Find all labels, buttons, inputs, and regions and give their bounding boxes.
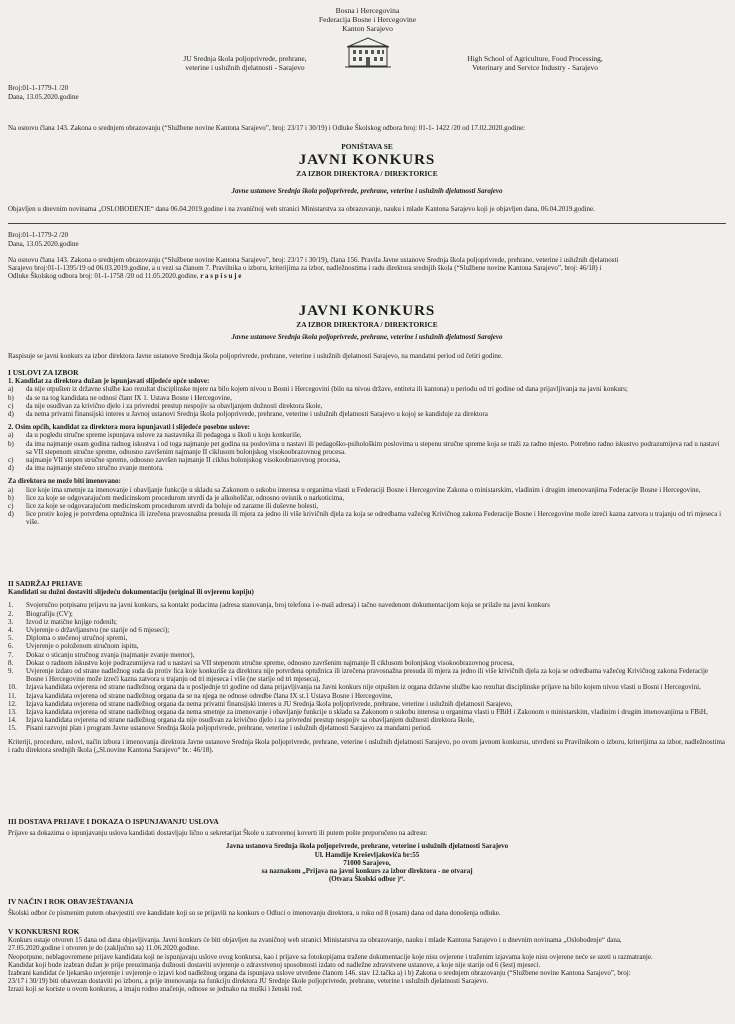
criteria-text: Kriteriji, procedure, uslovi, način izbora i imenovanja direktora Javne ustanove Srednja škola poljoprivrede, prehrane, veterine i uslužnih djelatnosti Sarajevo, po ovom javnom konkursu, utvrđeni su Pravilnikom o izboru, kriterijima za izbor, nadležnostima i radu direktora srednjih škola („Sl.novine Kantona Sarajevo“ br.: 46/18). — [8, 737, 726, 754]
document-item-text: Pisani razvojni plan i program Javne ustanove Srednja škola poljoprivrede, prehrane, veterine i uslužnih djelatnosti Sarajevo za mandatni period. — [26, 724, 432, 733]
notice2-subtitle: ZA IZBOR DIREKTORA / DIREKTORICE — [296, 320, 438, 329]
section-2 — [8, 580, 726, 754]
general-condition-item — [8, 410, 726, 418]
document-item-marker: 4. — [8, 626, 14, 635]
special-condition-item-marker: a) — [8, 431, 14, 440]
document-item-marker: 5. — [8, 634, 14, 643]
document-item — [8, 634, 726, 642]
notice1-published: Objavljen u dnevnim novinama „OSLOBOĐENJE“ dana 06.04.2019.godine i na zvaničnoj web stranici Ministarstva za obrazovanje, nauku i mlade Kantona Sarajevo koji je objavljen dana, 06.04.2019.godine. — [8, 205, 595, 213]
section-5: V KONKURSNI ROK Konkurs ostaje otvoren 15 dana od dana objavljivanja. Javni konkurs će biti objavljen na zvaničnoj web stranici Ministarstva za obrazovanje, nauku i mlade Kantona Sarajevo i u dnevnim novinama „Oslobođenje“ dana, 27.05.2020.godine i otvoren je do (zaključno sa) 11.06.2020.godine. Neopotpune, neblagovremene prijave kandidata koji ne ispunjavaju uslove ovog konkursa, kao i prijave sa fotokopijama tražene dokumentacije koje nisu ovjerene i traženim izjavama koje nisu ovjerene neće se uzeti u razmatranje. Kandidat koji bude izabran dužan je prije preuzimanja dužnosti dostaviti uvjerenje o zdravstvenoj sposobnosti izdato od nadležne zdravstvene ustanove, a koje nije starije od 6 (šest) mjeseci. Izabrani kandidat će ljekarsko uvjerenje i uvjerenje o izjavi kod nadležnog organa da ispunjava uslove utvrđene članom 146. stav 12.tačka a) i b) Zakona o srednjem obrazovanju (“Službene novine Kantona Sarajevo”, broj: 23/17 i 30/19) biti obavezan dostaviti po izboru, a prije imenovanja na funkciju direktora JU Srednje škole poljoprivrede, prehrane, veterine i uslužnih djelatnosti Sarajevo. Izrazi koji se koriste u ovom konkursu, a imaju rodno značenje, odnose se jednako na muški i ženski rod. — [8, 928, 726, 994]
section-2-heading: II SADRŽAJ PRIJAVE — [8, 579, 83, 588]
document-item — [8, 724, 726, 732]
notification-text: Školski odbor će pismenim putem obavjestiti sve kandidate koji su se prijavili na konkurs o Odluci o imenovanju direktora, u roku od 8 (osam) dana od dana donošenja odluke. — [8, 909, 501, 918]
general-condition-item — [8, 385, 726, 393]
excluded-item-marker: d) — [8, 510, 14, 519]
notice2-number: Broj:01-1-1779-2 /20 — [8, 231, 69, 239]
excluded-heading: Za direktora ne može biti imenovano: — [8, 477, 121, 486]
document-item-marker: 14. — [8, 716, 17, 725]
section-divider — [8, 223, 726, 224]
document-item — [8, 692, 726, 700]
document-item — [8, 683, 726, 691]
document-item-marker: 13. — [8, 708, 17, 717]
notice1-number: Broj:01-1-1779-1 /20 — [8, 84, 69, 92]
special-condition-item-text: da ima najmanje osam godina radnog iskustva i od toga najmanje pet godina na poslovima u nastavi ili pedagoško-psihološkim poslovima u stepenu stručne spreme koja se traži za radno mjesto. Potrebno radno iskustvo podrazumijeva rad u nastavi sa VII stepenom stručne spreme, odnosno završenim najmanje II ciklusom bolonjskog visokoobrazovnog procesa. — [26, 439, 720, 456]
general-condition-item — [8, 402, 726, 410]
document-item-marker: 9. — [8, 667, 14, 676]
section-3-heading: III DOSTAVA PRIJAVE I DOKAZA O ISPUNJAVANJU USLOVA — [8, 817, 219, 826]
general-conditions-heading: 1. Kandidat za direktora dužan je ispunjavati slijedeće opće uslove: — [8, 377, 210, 386]
document-item-text: Izjava kandidata ovjerena od strane nadležnog organa da u posljednje tri godine od dana prijavljivanja na Javni konkurs nije otpušten iz organa državne službe kao rezultat disciplinske prijave na bilo kojem nivou vlasti u Bosni i Hercegovini, — [26, 683, 701, 692]
document-item — [8, 651, 726, 659]
document-item — [8, 642, 726, 650]
special-condition-item-marker: b) — [8, 439, 14, 448]
document-item-text: Izjava kandidata ovjerena od strane nadležnog organa da se na njega ne odnose odredbe člana IX st.1 Ustava Bosne i Hercegovine, — [26, 691, 393, 700]
general-condition-item-text: da se na tog kandidata ne odnosi člant IX 1. Ustava Bosne i Hercegovine, — [26, 393, 232, 402]
notice1-date: Dana, 13.05.2020.godine — [8, 92, 79, 101]
document-item-marker: 15. — [8, 724, 17, 733]
excluded-item — [8, 510, 726, 526]
excluded-item-text: lice za koje se odgovarajućom medicinskom procedurom utvrdi da boluje od zarazne ili duševne bolesti, — [26, 502, 319, 511]
document-item — [8, 659, 726, 667]
document-item-text: Izjava kandidata ovjerena od strane nadležnog organa da nije osuđivan za krivično djelo i za privredni prestup nespojiv sa obavljanjem dužnosti direktora škole, — [26, 716, 475, 725]
document-item-text: Dokaz o sticanju stručnog zvanja (najmanje zvanje mentor), — [26, 650, 195, 659]
document-item-text: Uvjerenje izdato od strane nadležnog suda da protiv lica koje konkuriše za direktora nije potvrđena optužnica ili izrečena pravosnažna presuda ili mjera za jedno ili više krivičnih djela za koja se odredbama važećeg Krivičnog zakona Federacije Bosne i Hercegovine može izreći kazna zatvora u trajanju od tri mjeseca i više (ne starije od tri mjeseca), — [26, 667, 709, 684]
document-item-text: Dokaz o radnom iskustvu koje podrazumijeva rad u nastavi sa VII stepenom stručne spreme, odnosno završenim najmanje II ciklusom bolonjskog visokoobrazovnog procesa, — [26, 658, 515, 667]
document-item-text: Uvjerenje o položenom stručnom ispitu, — [26, 642, 139, 651]
notice2-intro: Raspisuje se javni konkurs za izbor direktora Javne ustanove Srednja škola poljoprivrede, prehrane, veterine i uslužnih djelatnosti Sarajevo, na mandatni period od četiri godine. — [8, 352, 503, 360]
special-condition-item-text: najmanje VII stepen stručne spreme, odnosno završen najmanje II ciklus bolonjskog visokoobrazovnog procesa, — [26, 456, 341, 465]
general-conditions-list — [8, 385, 726, 418]
document-item — [8, 601, 726, 609]
document-item-text: Izjava kandidata ovjerena od strane nadležnog organa da nema privatni finansijski interes u JU Srednja škola poljoprivrede, prehrane, veterine i uslužnih djelatnosti Sarajevo, — [26, 699, 513, 708]
document-item — [8, 626, 726, 634]
document-item-marker: 3. — [8, 617, 14, 626]
document-item-text: Diploma o stečenoj stručnoj spremi, — [26, 634, 128, 643]
document-item-marker: 6. — [8, 642, 14, 651]
special-condition-item — [8, 464, 726, 472]
notice2-basis: Na osnovu člana 143. Zakona o srednjem obrazovanju (“Službene novine Kantona Sarajevo”, broj: 23/17 i 30/19), člana 156. Pravila Javne ustanove Srednja škola poljoprivrede, prehrane, veterine i uslužnih djelatnosti Sarajevo broj:01-1-1395/19 od 06.03.2019.godine, a u vezi sa članom 7. Pravilnika o izboru, kriterijima za izbor, nadležnostima i radu direktora srednjih škola (“Službene novine Kantona Sarajevo”, broj: 46/18) i Odluke Školskog odbora broj: 01-1-1758 /20 od 11.05.2020.godine, r a s p i s u j e — [8, 256, 619, 281]
general-condition-item-marker: c) — [8, 401, 14, 410]
document-item-text: Svojeručno potpisanu prijavu na javni konkurs, sa kontakt podacima (adresa stanovanja, broj telefona i e-mail adresa) i tačno navedenom dokumentacijom koja se prilaže na javni konkurs — [26, 601, 550, 610]
excluded-item-text: lice koje ima smetnje za imenovanje i obavljanje funkcije u skladu sa Zakonom o sukobu interesa u organima vlasti u Federaciji Bosne i Hercegovine Zakona o ministarskim, vladinim i drugim imenovanjima Federacije Bosne i Hercegovine, — [26, 485, 701, 494]
submission-text: Prijave sa dokazima o ispunjavanju uslova kandidati dostavljaju lično u sekretarijat Škole u zatvorenoj koverti ili putem pošte preporučeno na adresu: — [8, 829, 428, 838]
document-item-marker: 12. — [8, 699, 17, 708]
excluded-item — [8, 502, 726, 510]
document-item-text: Biografiju (CV); — [26, 609, 73, 618]
document-item-marker: 8. — [8, 658, 14, 667]
section-5-heading: V KONKURSNI ROK — [8, 927, 80, 936]
document-item — [8, 700, 726, 708]
special-condition-item-text: da u pogledu stručne spreme ispunjava uslove za nastavnika ili pedagoga u školi u koju konkuriše, — [26, 431, 302, 440]
document-item — [8, 618, 726, 626]
school-building-logo — [345, 36, 391, 70]
notice1-subtitle: ZA IZBOR DIREKTORA / DIREKTORICE — [296, 169, 438, 178]
special-condition-item — [8, 456, 726, 464]
document-item-marker: 1. — [8, 601, 14, 610]
notice2-date: Dana, 13.05.2020.godine — [8, 239, 79, 248]
excluded-item — [8, 486, 726, 494]
notice1-title: JAVNI KONKURS — [298, 152, 436, 168]
notice2-title: JAVNI KONKURS — [298, 303, 436, 319]
special-conditions-heading: 2. Osim općih, kandidat za direktora mora ispunjavati i slijedeće posebne uslove: — [8, 423, 250, 432]
notice1-cancels: PONIŠTAVA SE — [341, 142, 393, 151]
general-condition-item-text: da nije osuđivan za krivično djelo i za privredni prestup nespojiv sa obavljanjem dužnosti direktora škole, — [26, 401, 323, 410]
document-item — [8, 667, 726, 683]
excluded-item-marker: a) — [8, 485, 14, 494]
canton-name: Kanton Sarajevo — [342, 24, 393, 33]
special-condition-item-marker: c) — [8, 456, 14, 465]
excluded-item-text: lice protiv kojeg je potvrđena optužnica ili izrečena pravosnažna presuda ili mjera za jedno ili više krivičnih djela za koja se odredbama važećeg Krivičnog zakona Federacije Bosne i Hercegovine može izreći kazna zatvora u trajanju od tri mjeseca i više. — [26, 510, 722, 527]
country-name: Bosna i Hercegovina — [335, 6, 400, 15]
document-item-text: Izvod iz matične knjige rođenih; — [26, 617, 117, 626]
notice1-institution: Javne ustanove Srednja škola poljoprivrede, prehrane, veterine i uslužnih djelatnosti Sarajevo — [231, 187, 503, 195]
documents-list — [8, 601, 726, 732]
school-name-english: High School of Agriculture, Food Processing, Veterinary and Service Industry - Sarajevo — [467, 54, 603, 72]
documents-heading: Kandidati su dužni dostaviti slijedeću dokumentaciju (original ili ovjerenu kopiju) — [8, 588, 254, 597]
general-condition-item-marker: d) — [8, 410, 14, 419]
general-condition-item-text: da nema privatni finansijski interes u Javnoj ustanovi Srednja škola poljoprivrede, prehrane, veterine i uslužnih djelatnosti Sarajevo u kojoj se kandiduje za direktora — [26, 410, 488, 419]
submission-address: Javna ustanova Srednja škola poljoprivrede, prehrane, veterine i uslužnih djelatnosti Sarajevo Ul. Hamdije Kreševljakovića br:55 71000 Sarajevo, sa naznakom „Prijava na javni konkurs za izbor direktora - ne otvaraj (Otvara Školski odbor )“. — [225, 842, 509, 884]
document-item — [8, 716, 726, 724]
letterhead-authority — [0, 6, 735, 33]
section-1 — [8, 369, 726, 527]
document-item — [8, 610, 726, 618]
special-condition-item — [8, 431, 726, 439]
section-1-heading: I USLOVI ZA IZBOR — [8, 368, 79, 377]
special-conditions-list — [8, 431, 726, 472]
excluded-item-marker: b) — [8, 493, 14, 502]
general-condition-item-text: da nije otpušten iz državne službe kao rezultat disciplinske mjere na bilo kojem nivou u Bosni i Hercegovini (bilo na nivou države, entiteta ili kantona) u periodu od tri godine od dana prijavljivanja na javni konkurs; — [26, 385, 628, 394]
notice1-basis: Na osnovu člana 143. Zakona o srednjem obrazovanju (“Službene novine Kantona Sarajevo”, broj: 23/17 i 30/19) i Odluke Školskog odbora broj: 01-1- 1422 /20 od 17.02.2020.godine: — [8, 124, 526, 132]
document-item-marker: 7. — [8, 650, 14, 659]
section-3 — [8, 818, 726, 883]
excluded-list — [8, 486, 726, 527]
general-condition-item — [8, 394, 726, 402]
section-4-heading: IV NAČIN I ROK OBAVJEŠTAVANJA — [8, 897, 134, 906]
general-condition-item-marker: a) — [8, 385, 14, 394]
notice1-reference — [8, 84, 726, 101]
excluded-item — [8, 494, 726, 502]
special-condition-item-marker: d) — [8, 464, 14, 473]
document-item-text: Uvjerenje o državljanstvu (ne starije od 6 mjeseci); — [26, 626, 170, 635]
document-item-marker: 10. — [8, 683, 17, 692]
document-item-text: Izjava kandidata ovjerena od strane nadležnog organa da nema smetnje za imenovanje i obavljanje funkcije u skladu sa Zakonom o sukobu interesa u organima vlasti u FBiH i Zakonom o ministarskim, vladinim i drugim imenovanjima u FBiH, — [26, 708, 708, 717]
excluded-item-marker: c) — [8, 502, 14, 511]
excluded-item-text: lice za koje se odgovarajućom medicinskom procedurom utvrdi da je alkoholičar, odnosno ovisnik o narkoticima, — [26, 493, 345, 502]
notice2-announces: r a s p i s u j e — [200, 272, 242, 281]
document-item-marker: 11. — [8, 691, 17, 700]
school-name-local: JU Srednja škola poljoprivrede, prehrane, veterine i uslužnih djelatnosti - Sarajevo — [183, 54, 307, 72]
notice2-reference — [8, 231, 726, 248]
special-condition-item — [8, 440, 726, 456]
document-item — [8, 708, 726, 716]
federation-name: Federacija Bosne i Hercegovine — [318, 15, 417, 24]
section-4 — [8, 898, 726, 917]
general-condition-item-marker: b) — [8, 393, 14, 402]
document-item-marker: 2. — [8, 609, 14, 618]
notice2-institution: Javne ustanove Srednja škola poljoprivrede, prehrane, veterine i uslužnih djelatnosti Sarajevo — [231, 333, 503, 341]
special-condition-item-text: da ima najmanje stečeno stručno zvanje mentora. — [26, 464, 164, 473]
